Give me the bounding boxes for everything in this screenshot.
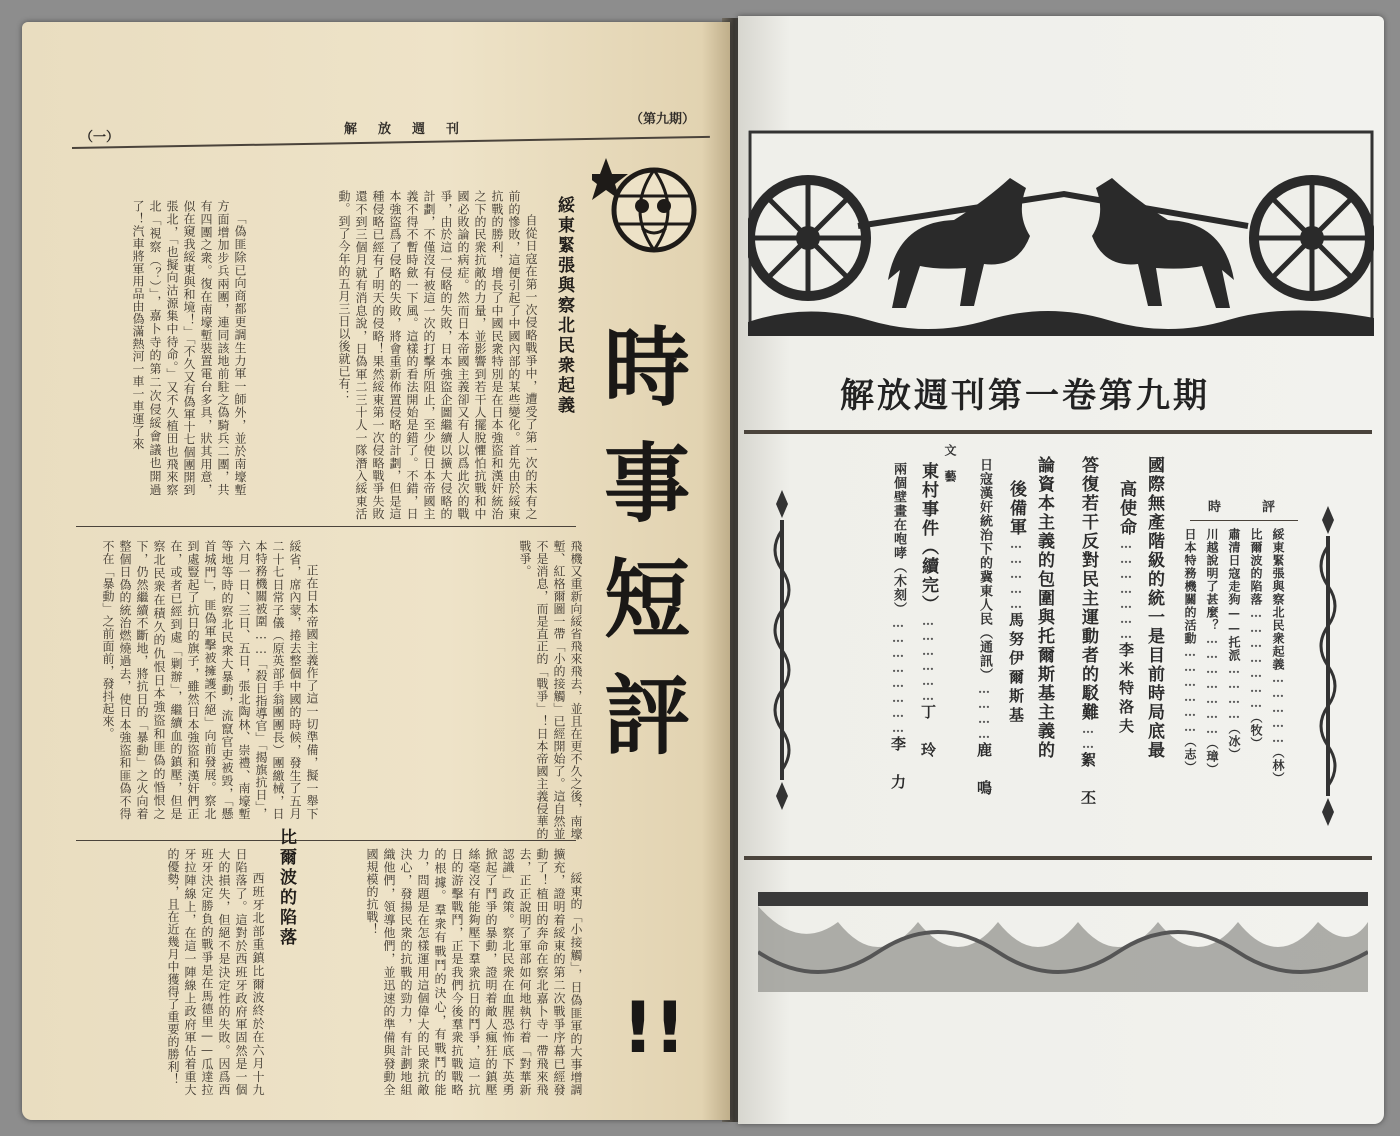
article-headline-suiyuan: 綏東緊張與察北民衆起義 [554, 196, 574, 416]
toc-commentary-item[interactable]: 日本特務機關的活動………………（志） [1183, 528, 1197, 774]
toc-top-rule [744, 430, 1372, 434]
toc-commentary-item[interactable]: 綏東緊張與察北民衆起義……………（林） [1271, 528, 1285, 785]
article-paragraph: 西班牙北部重鎮比爾波終於在六月十九日陷落了。這對於西班牙政府軍固然是一個大的損失，但絕不是決定性的失敗。因爲西班牙決定勝負的戰爭是在馬德里——瓜達拉牙拉陣線上，在這一陣線上政府軍佔着重大的優勢，且在近幾月中獲得了重要的勝利！ [166, 848, 265, 1096]
toc-arts-item[interactable]: 兩個壁畫在咆哮（木刻）……………………李 力 [889, 462, 907, 793]
article-paragraph: 自從日寇在第一次侵略戰爭中，遭受了第一次的未有之前的慘敗，這便引起了中國內部的某些變化。首先由於綏東抗戰的勝利，增長了中國民衆特別是在日本強盜和漢奸統治之下的民衆抗敵的力量，並影響到若干人擺脫懼怕抗戰和中國必敗論的病症。然而日本帝國主義卻又有人以爲此次的戰爭，由於這一侵略的失敗，日本強盜企圖繼續以擴大侵略的計劃，不僅沒有被這一次的打擊所阻止，至少使日本帝國主義不得不暫時歛一下風。這樣的看法開始是錯了。不錯，日本強盜爲了侵略的失敗，將會重新佈置侵略的計劃，但是這種侵略已經有了明天的侵略！果然綏東第一次侵略戰爭失敗還不到三個月就有消息說，日偽軍二三十人一隊潛入綏東活動。到了今年的五月三日以後就已有： [337, 190, 538, 520]
toc-article[interactable]: 後備軍……………馬努伊爾斯基 [1006, 480, 1026, 726]
arts-label: 文 藝 [943, 444, 957, 483]
toc-commentary-item[interactable]: 川越說明了甚麼？…………………（璋） [1205, 528, 1219, 776]
column-title: 時事短評 [589, 322, 689, 786]
commentary-label-rule [1190, 520, 1298, 521]
header-rule [72, 136, 710, 149]
toc-commentary-item[interactable]: 比爾波的陷落…………………（牧） [1249, 528, 1263, 750]
cartoon-globe-head-icon [592, 154, 700, 254]
running-header-issue: （第九期） [630, 112, 696, 127]
toc-article[interactable]: 日寇漢奸統治下的冀東人民（通訊）…………鹿 鳴 [975, 458, 993, 799]
woodcut-banner-horses-icon [748, 130, 1374, 336]
commentary-label: 時 評 [1208, 500, 1290, 515]
column-divider [76, 526, 576, 527]
ornament-right-icon [1314, 506, 1342, 826]
article-paragraph: 綏東的「小接觸」，日偽匪軍的大事增調擴充，證明着綏東的第二次戰爭序幕已經發動了！植田的奔命在察北嘉卜寺一帶飛來飛去，正正說明了軍部如何地執行着「對華新認識」政策。察北民衆在血腥恐怖底下英勇掀起了鬥爭的暴動，證明着敵人瘋狂的鎮壓絲毫沒有能夠壓下羣衆抗日的鬥爭，這一抗日的游擊戰鬥，正是我們今後羣衆抗戰戰略的根據。羣衆有戰鬥的決心，有戰鬥的能力，問題是在怎樣運用這個偉大的民衆抗敵決心，發揚民衆的抗戰的勁力，有計劃地組織他們，領導他們，並迅速的準備與發動全國規模的抗戰！ [365, 848, 583, 1096]
running-header-journal: 解 放 週 刊 [344, 122, 464, 137]
column-divider [76, 840, 576, 841]
left-page [22, 22, 730, 1120]
toc-article[interactable]: 論資本主義的包圍與托爾斯基主義的 [1034, 456, 1054, 760]
toc-article[interactable]: 國際無產階級的統一是目前時局底最 [1144, 456, 1164, 760]
page-number: （一） [80, 130, 120, 145]
article-paragraph: 正在日本帝國主義作了這一切準備，擬一舉下綏省，席內蒙，捲去整個中國的時候，發生了五月二十七日常子儀（原英部手翁團團長）團繳械，日本特務機關被圍……「殺日指導官」「揭旗抗日」，六月一日、三日、五日，張北陶林、崇禮、南壕塹等地等時的察北民衆大暴動，流竄官吏被毀，「懸首城門」，匪偽軍擊被擁護不絕」向前發展。察北到處豎起了抗日的旗子，雖然日本強盜和漢奸們正在，或者已經到處「剿辦」，繼續血的鎮壓，但是察北民衆在積久的仇恨日本強盜和匪偽的惛恨之下，仍然繼續不斷地，將抗日的「暴動」之火向着整個日偽的統治燃燒過去，使日本強盜和匪偽不得不在「暴動」之前面前，發抖起來。 [101, 540, 319, 820]
exclamation-marks: !! [622, 987, 686, 1069]
toc-arts-item[interactable]: 東村事件（續完）………………丁 玲 [918, 462, 938, 761]
woodcut-bottom-band-icon [758, 892, 1368, 992]
article-headline-bilbao: 比爾波的陷落 [276, 828, 296, 948]
ornament-left-icon [768, 490, 796, 810]
toc-article[interactable]: 高使命…………………李米特洛夫 [1116, 480, 1136, 737]
article-paragraph: 飛機又重新向綏省飛來飛去，並且在更不久之後，南壕塹、紅格爾圖一帶「小的接觸」已經開始了。這自然並不是消息，而是直正的「戰爭」！日本帝國主義侵華的戰爭。 [518, 540, 583, 840]
magazine-title: 解放週刊第一卷第九期 [840, 376, 1210, 416]
toc-article[interactable]: 答復若干反對民主運動者的駁難……絮 丕 [1078, 456, 1098, 809]
right-page [738, 16, 1384, 1124]
article-paragraph: 「偽匪除已向商都更調生力軍一師外，並於南壕塹方面增加步兵兩團，連同該地前駐之偽騎兵二團，共有四團之衆。復在南壕塹裝置電台多具，狀其用意，似在窺我綏東與和境！」「不久又有偽軍十七個團開到張北，「也擬向沽源集中待命。」又不久植田也飛來察北「視察（？）」，嘉卜寺的第二次侵綏會議也開過了！汽車將軍用品由偽滿熱河一車一車運了來 [131, 200, 247, 496]
toc-commentary-item[interactable]: 肅清日寇走狗——托派…………（冰） [1227, 528, 1241, 761]
